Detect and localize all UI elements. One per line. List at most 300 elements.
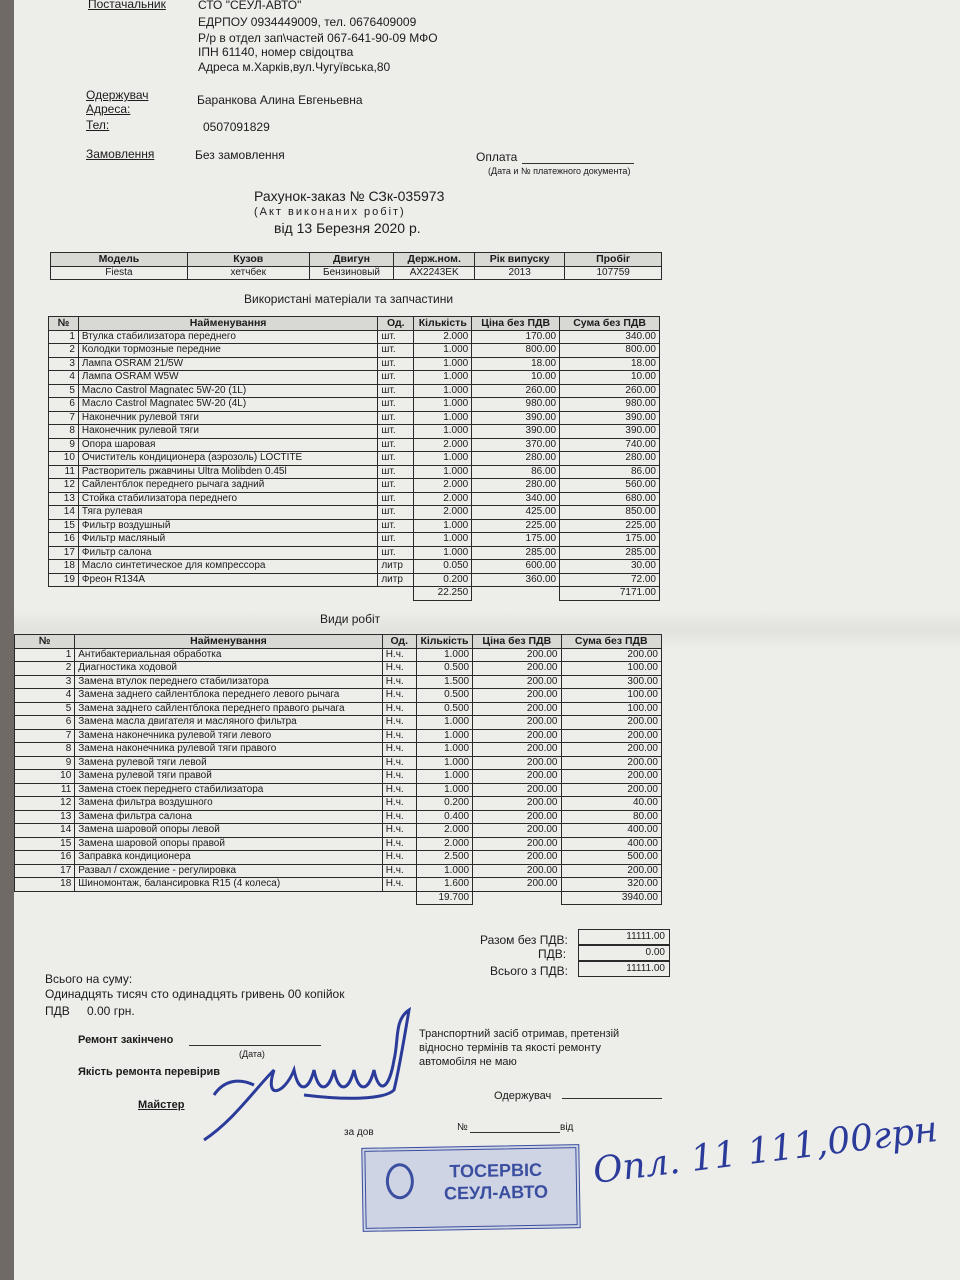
works-table-row: [15, 810, 662, 824]
vehicle-value-cell: хетчбек: [187, 266, 309, 280]
parts-table-cell: Масло синтетическое для компрессора: [78, 560, 377, 574]
works-table-cell: Н.ч.: [382, 810, 416, 824]
parts-table-cell: 2.000: [414, 506, 472, 520]
repair-date-hint: (Дата): [239, 1049, 265, 1059]
parts-table-total-sum: 7171.00: [560, 587, 660, 601]
parts-table-cell: 390.00: [560, 425, 660, 439]
works-table-cell: 11: [15, 783, 75, 797]
works-table-cell: Замена шаровой опоры левой: [75, 824, 382, 838]
parts-table-cell: 19: [49, 573, 79, 587]
works-table-cell: 80.00: [561, 810, 662, 824]
works-table-cell: 200.00: [473, 837, 561, 851]
parts-table-row: [49, 479, 660, 493]
parts-table-row: [49, 330, 660, 344]
works-table-cell: 100.00: [561, 689, 662, 703]
parts-table-cell: Лампа OSRAM 21/5W: [78, 357, 377, 371]
works-table-cell: 13: [15, 810, 75, 824]
vehicle-value-cell: Бензиновый: [309, 266, 394, 280]
vehicle-received-statement: Транспортний засіб отримав, претензій відносно термінів та якості ремонту автомобіля не маю: [419, 1028, 620, 1068]
parts-table-row: [49, 371, 660, 385]
parts-table-cell: шт.: [378, 533, 414, 547]
vehicle-value-cell: 107759: [565, 266, 662, 280]
works-table-row: [15, 648, 662, 662]
works-table-cell: 1.000: [416, 716, 472, 730]
works-table-row: [15, 783, 662, 797]
works-table-row: [15, 837, 662, 851]
works-table-row: [15, 797, 662, 811]
vehicle-header-cell: Модель: [51, 253, 188, 267]
works-table-cell: 1.000: [416, 648, 472, 662]
works-table-cell: 9: [15, 756, 75, 770]
parts-table-cell: 14: [49, 506, 79, 520]
parts-table-cell: Фильтр салона: [78, 546, 377, 560]
parts-header-cell: №: [49, 317, 79, 331]
works-table-cell: 2.000: [416, 824, 472, 838]
works-table-cell: 200.00: [473, 689, 561, 703]
works-table-cell: 200.00: [473, 648, 561, 662]
invoice-date: від 13 Березня 2020 р.: [274, 220, 421, 236]
master-signature: [194, 1000, 454, 1150]
parts-table-cell: шт.: [378, 384, 414, 398]
amount-label: Всього на суму:: [45, 972, 133, 986]
works-table-cell: 6: [15, 716, 75, 730]
works-table-row: [15, 662, 662, 676]
works-table-total-sum: 3940.00: [561, 891, 662, 905]
parts-table-row: [49, 492, 660, 506]
parts-table-cell: 800.00: [560, 344, 660, 358]
works-table-cell: Диагностика ходовой: [75, 662, 382, 676]
recipient-name: Баранкова Алина Евгеньевна: [197, 93, 363, 107]
works-table-cell: Замена наконечника рулевой тяги правого: [75, 743, 382, 757]
works-table-row: [15, 770, 662, 784]
works-table-cell: 100.00: [561, 702, 662, 716]
parts-table-cell: 18.00: [472, 357, 560, 371]
parts-table-cell: 1.000: [414, 465, 472, 479]
works-table-cell: Н.ч.: [382, 662, 416, 676]
parts-table-cell: 175.00: [560, 533, 660, 547]
parts-table-cell: 0.050: [414, 560, 472, 574]
parts-table-cell: 225.00: [560, 519, 660, 533]
parts-table-cell: 1: [49, 330, 79, 344]
supplier-line-4: ІПН 61140, номер свідоцтва: [198, 45, 354, 59]
works-table-cell: 200.00: [561, 756, 662, 770]
payment-label: Оплата: [476, 150, 518, 164]
works-table-cell: 200.00: [473, 756, 561, 770]
works-table-cell: 2: [15, 662, 75, 676]
parts-table-cell: 740.00: [560, 438, 660, 452]
parts-table-cell: 86.00: [472, 465, 560, 479]
works-table-cell: 1.000: [416, 864, 472, 878]
works-table-total-blank: [382, 891, 416, 905]
works-table-cell: 200.00: [473, 743, 561, 757]
works-table-cell: 200.00: [473, 675, 561, 689]
parts-table-row: [49, 519, 660, 533]
parts-table-cell: 2.000: [414, 330, 472, 344]
parts-table-cell: 1.000: [414, 519, 472, 533]
works-table-cell: 200.00: [473, 702, 561, 716]
parts-table-cell: Фильтр воздушный: [78, 519, 377, 533]
works-table-cell: 1.600: [416, 878, 472, 892]
works-table-total-blank: [75, 891, 382, 905]
works-table-cell: Замена заднего сайлентблока переднего левого рычага: [75, 689, 382, 703]
works-table-cell: 7: [15, 729, 75, 743]
supplier-line-2: ЕДРПОУ 0934449009, тел. 0676409009: [198, 15, 417, 29]
works-table-cell: 15: [15, 837, 75, 851]
parts-table-cell: 260.00: [472, 384, 560, 398]
parts-table-row: [49, 438, 660, 452]
works-table-row: [15, 689, 662, 703]
parts-table-cell: Лампа OSRAM W5W: [78, 371, 377, 385]
works-table-cell: 1.000: [416, 770, 472, 784]
works-table-row: [15, 878, 662, 892]
works-table-cell: 1.000: [416, 783, 472, 797]
works-table-total-blank: [15, 891, 75, 905]
works-table-cell: 0.500: [416, 662, 472, 676]
parts-table-cell: 18: [49, 560, 79, 574]
works-table-cell: Н.ч.: [382, 770, 416, 784]
parts-table-cell: Фильтр масляный: [78, 533, 377, 547]
works-table-cell: 200.00: [561, 743, 662, 757]
works-table-cell: Н.ч.: [382, 648, 416, 662]
parts-table-total-blank: [49, 587, 79, 601]
works-table-cell: 200.00: [561, 716, 662, 730]
works-table-cell: 40.00: [561, 797, 662, 811]
works-table-cell: 17: [15, 864, 75, 878]
parts-table-cell: шт.: [378, 546, 414, 560]
works-table-cell: 1.000: [416, 729, 472, 743]
works-table-cell: 8: [15, 743, 75, 757]
works-table: [14, 634, 662, 905]
parts-table-cell: 170.00: [472, 330, 560, 344]
parts-table-row: [49, 398, 660, 412]
parts-header-cell: Кількість: [414, 317, 472, 331]
parts-table-cell: 10: [49, 452, 79, 466]
works-table-cell: Заправка кондиционера: [75, 851, 382, 865]
works-table-cell: Замена рулевой тяги левой: [75, 756, 382, 770]
parts-table-cell: шт.: [378, 492, 414, 506]
parts-table-cell: 680.00: [560, 492, 660, 506]
parts-table-cell: 280.00: [560, 452, 660, 466]
parts-table-cell: Стойка стабилизатора переднего: [78, 492, 377, 506]
works-header-cell: №: [15, 635, 75, 649]
recipient-label: Одержувач: [86, 88, 149, 102]
company-stamp: [361, 1144, 580, 1232]
parts-table-cell: шт.: [378, 330, 414, 344]
works-table-cell: Н.ч.: [382, 716, 416, 730]
parts-table-cell: шт.: [378, 357, 414, 371]
works-table-cell: Замена масла двигателя и масляного фильтра: [75, 716, 382, 730]
works-table-cell: 200.00: [473, 797, 561, 811]
parts-table-cell: Наконечник рулевой тяги: [78, 411, 377, 425]
invoice-title: Рахунок-заказ № СЗк-035973: [254, 188, 445, 204]
parts-table-row: [49, 533, 660, 547]
works-table-cell: 200.00: [473, 729, 561, 743]
parts-table-row: [49, 506, 660, 520]
parts-table-cell: шт.: [378, 519, 414, 533]
power-of-attorney-label: за дов: [344, 1127, 374, 1138]
works-header-cell: Ціна без ПДВ: [473, 635, 561, 649]
parts-table-cell: 390.00: [560, 411, 660, 425]
works-header-cell: Од.: [382, 635, 416, 649]
payment-hint: (Дата и № платежного документа): [488, 166, 631, 176]
parts-table-cell: 600.00: [472, 560, 560, 574]
works-table-cell: 0.400: [416, 810, 472, 824]
parts-table-cell: шт.: [378, 425, 414, 439]
parts-table-total-blank: [78, 587, 377, 601]
vat-value: 0.00: [578, 945, 670, 961]
address-label: Адреса:: [86, 102, 131, 116]
works-table-cell: 5: [15, 702, 75, 716]
works-table-cell: 200.00: [473, 851, 561, 865]
works-header-row: [15, 635, 662, 649]
amount-vat-label: ПДВ: [45, 1004, 70, 1018]
works-table-cell: 200.00: [561, 770, 662, 784]
works-table-cell: Н.ч.: [382, 756, 416, 770]
works-header-cell: Найменування: [75, 635, 382, 649]
vehicle-value-cell: AX2243EK: [394, 266, 475, 280]
works-table-cell: Н.ч.: [382, 837, 416, 851]
recipient-signature-line: [562, 1098, 662, 1099]
works-table-cell: 200.00: [473, 864, 561, 878]
parts-table-cell: 1.000: [414, 357, 472, 371]
works-table-cell: 200.00: [473, 716, 561, 730]
parts-table-cell: 4: [49, 371, 79, 385]
parts-table-total-blank: [378, 587, 414, 601]
parts-table-cell: 1.000: [414, 411, 472, 425]
works-header-cell: Сума без ПДВ: [561, 635, 662, 649]
works-table-cell: 200.00: [561, 648, 662, 662]
works-table-cell: Н.ч.: [382, 824, 416, 838]
parts-table-cell: шт.: [378, 371, 414, 385]
works-table-row: [15, 851, 662, 865]
works-table-cell: 2.000: [416, 837, 472, 851]
handwritten-payment-note: Опл. 11 111,00грн: [590, 1109, 940, 1192]
parts-table-cell: 800.00: [472, 344, 560, 358]
works-table-cell: Замена наконечника рулевой тяги левого: [75, 729, 382, 743]
works-table-cell: Развал / схождение - регулировка: [75, 864, 382, 878]
document-page: [14, 0, 960, 1280]
works-table-cell: Н.ч.: [382, 689, 416, 703]
works-table-cell: 200.00: [473, 770, 561, 784]
parts-table-cell: 340.00: [472, 492, 560, 506]
parts-header-cell: Од.: [378, 317, 414, 331]
works-table-cell: Замена фильтра салона: [75, 810, 382, 824]
parts-table-cell: шт.: [378, 452, 414, 466]
parts-table-cell: 1.000: [414, 425, 472, 439]
recipient-signature-label: Одержувач: [494, 1090, 552, 1102]
parts-table-cell: шт.: [378, 465, 414, 479]
works-table-cell: 200.00: [473, 878, 561, 892]
parts-table-cell: 1.000: [414, 371, 472, 385]
parts-table-cell: Наконечник рулевой тяги: [78, 425, 377, 439]
works-table-cell: Н.ч.: [382, 864, 416, 878]
parts-table-cell: 280.00: [472, 452, 560, 466]
gross-total-label: Всього з ПДВ:: [490, 964, 568, 978]
net-total-value: 11111.00: [578, 929, 670, 945]
works-table-cell: 3: [15, 675, 75, 689]
parts-table-cell: 1.000: [414, 344, 472, 358]
vehicle-header-row: [51, 253, 662, 267]
parts-table-cell: 2: [49, 344, 79, 358]
parts-table-cell: 0.200: [414, 573, 472, 587]
parts-table-row: [49, 357, 660, 371]
works-table-cell: 100.00: [561, 662, 662, 676]
parts-table-cell: 11: [49, 465, 79, 479]
vehicle-header-cell: Держ.ном.: [394, 253, 475, 267]
parts-table-cell: 390.00: [472, 425, 560, 439]
parts-table-cell: 10.00: [472, 371, 560, 385]
parts-table-cell: Тяга рулевая: [78, 506, 377, 520]
parts-table-cell: литр: [378, 560, 414, 574]
works-table-row: [15, 702, 662, 716]
parts-table-cell: 285.00: [560, 546, 660, 560]
works-table-cell: 200.00: [561, 729, 662, 743]
works-table-cell: 14: [15, 824, 75, 838]
parts-table-cell: 340.00: [560, 330, 660, 344]
payment-line: [522, 163, 634, 164]
parts-table-total-blank: [472, 587, 560, 601]
parts-table-cell: 1.000: [414, 384, 472, 398]
parts-table-cell: 1.000: [414, 452, 472, 466]
works-table-cell: 1.000: [416, 743, 472, 757]
parts-table-cell: 9: [49, 438, 79, 452]
works-table-cell: Шиномонтаж, балансировка R15 (4 колеса): [75, 878, 382, 892]
works-table-total-row: [15, 891, 662, 905]
parts-table-cell: 1.000: [414, 533, 472, 547]
works-table-cell: 2.500: [416, 851, 472, 865]
parts-table-cell: 2.000: [414, 438, 472, 452]
stamp-emblem-icon: [386, 1163, 415, 1199]
parts-table-row: [49, 560, 660, 574]
works-section-title: Види робіт: [320, 612, 381, 626]
amount-vat-value: 0.00 грн.: [87, 1004, 135, 1018]
parts-table-cell: 15: [49, 519, 79, 533]
parts-table-cell: 980.00: [472, 398, 560, 412]
parts-section-title: Використані матеріали та запчастини: [244, 292, 454, 306]
repair-done-label: Ремонт закінчено: [78, 1034, 174, 1046]
parts-table-cell: 10.00: [560, 371, 660, 385]
works-table-cell: Н.ч.: [382, 729, 416, 743]
parts-table-cell: 560.00: [560, 479, 660, 493]
parts-header-cell: Найменування: [78, 317, 377, 331]
parts-table-cell: 86.00: [560, 465, 660, 479]
parts-table-cell: 280.00: [472, 479, 560, 493]
parts-table: [48, 316, 660, 601]
parts-table-cell: шт.: [378, 479, 414, 493]
parts-table-total-row: [49, 587, 660, 601]
phone-value: 0507091829: [203, 120, 270, 134]
works-table-cell: Замена фильтра воздушного: [75, 797, 382, 811]
parts-table-cell: 175.00: [472, 533, 560, 547]
works-table-cell: 4: [15, 689, 75, 703]
parts-table-cell: Сайлентблок переднего рычага задний: [78, 479, 377, 493]
parts-table-row: [49, 411, 660, 425]
vehicle-header-cell: Кузов: [187, 253, 309, 267]
works-table-row: [15, 743, 662, 757]
works-table-total-qty: 19.700: [416, 891, 472, 905]
parts-table-cell: 72.00: [560, 573, 660, 587]
works-table-cell: Н.ч.: [382, 675, 416, 689]
works-table-cell: 16: [15, 851, 75, 865]
parts-table-row: [49, 384, 660, 398]
parts-table-cell: 260.00: [560, 384, 660, 398]
works-table-cell: 1.500: [416, 675, 472, 689]
parts-table-cell: 360.00: [472, 573, 560, 587]
parts-table-cell: 13: [49, 492, 79, 506]
vehicle-header-cell: Пробіг: [565, 253, 662, 267]
order-value: Без замовлення: [195, 148, 285, 162]
works-table-cell: 200.00: [473, 824, 561, 838]
supplier-line-5: Адреса м.Харків,вул.Чугуївська,80: [198, 60, 391, 74]
works-table-cell: 200.00: [473, 662, 561, 676]
vat-label: ПДВ:: [538, 947, 567, 961]
vehicle-value-row: [51, 266, 662, 280]
works-table-cell: 300.00: [561, 675, 662, 689]
parts-table-cell: Растворитель ржавчины Ultra Molibden 0.45l: [78, 465, 377, 479]
works-table-cell: 18: [15, 878, 75, 892]
works-table-cell: Н.ч.: [382, 783, 416, 797]
works-header-cell: Кількість: [416, 635, 472, 649]
phone-label: Тел:: [86, 118, 110, 132]
supplier-label: Постачальник: [88, 0, 166, 11]
works-table-cell: 10: [15, 770, 75, 784]
parts-table-cell: 7: [49, 411, 79, 425]
works-table-cell: Н.ч.: [382, 797, 416, 811]
parts-header-row: [49, 317, 660, 331]
works-table-cell: 400.00: [561, 824, 662, 838]
parts-header-cell: Ціна без ПДВ: [472, 317, 560, 331]
parts-table-cell: Масло Castrol Magnatec 5W-20 (4L): [78, 398, 377, 412]
parts-table-cell: 850.00: [560, 506, 660, 520]
vehicle-value-cell: Fiesta: [51, 266, 188, 280]
works-table-cell: Замена рулевой тяги правой: [75, 770, 382, 784]
parts-table-cell: шт.: [378, 411, 414, 425]
parts-table-row: [49, 573, 660, 587]
parts-table-cell: шт.: [378, 344, 414, 358]
works-table-total-blank: [473, 891, 561, 905]
works-table-cell: 400.00: [561, 837, 662, 851]
parts-table-cell: 1.000: [414, 398, 472, 412]
works-table-cell: Н.ч.: [382, 702, 416, 716]
parts-table-cell: шт.: [378, 506, 414, 520]
parts-table-row: [49, 465, 660, 479]
gross-total-value: 11111.00: [578, 961, 670, 977]
parts-table-cell: Масло Castrol Magnatec 5W-20 (1L): [78, 384, 377, 398]
invoice-subtitle: (Акт виконаних робіт): [254, 206, 406, 218]
works-table-cell: Замена шаровой опоры правой: [75, 837, 382, 851]
works-table-cell: 1: [15, 648, 75, 662]
vehicle-header-cell: Рік випуску: [475, 253, 565, 267]
works-table-row: [15, 716, 662, 730]
parts-table-cell: 12: [49, 479, 79, 493]
works-table-row: [15, 729, 662, 743]
parts-table-row: [49, 452, 660, 466]
parts-table-cell: 285.00: [472, 546, 560, 560]
parts-table-cell: Очиститель кондиционера (аэрозоль) LOCTITE: [78, 452, 377, 466]
parts-table-cell: 425.00: [472, 506, 560, 520]
works-table-row: [15, 756, 662, 770]
parts-table-cell: 3: [49, 357, 79, 371]
amount-words: Одинадцять тисяч сто одинадцять гривень 00 копійок: [45, 987, 345, 1001]
parts-table-row: [49, 344, 660, 358]
parts-table-cell: Втулка стабилизатора переднего: [78, 330, 377, 344]
parts-table-cell: Колодки тормозные передние: [78, 344, 377, 358]
works-table-cell: Н.ч.: [382, 851, 416, 865]
parts-table-cell: 225.00: [472, 519, 560, 533]
parts-table-cell: 8: [49, 425, 79, 439]
works-table-cell: 200.00: [561, 783, 662, 797]
works-table-cell: Замена стоек переднего стабилизатора: [75, 783, 382, 797]
